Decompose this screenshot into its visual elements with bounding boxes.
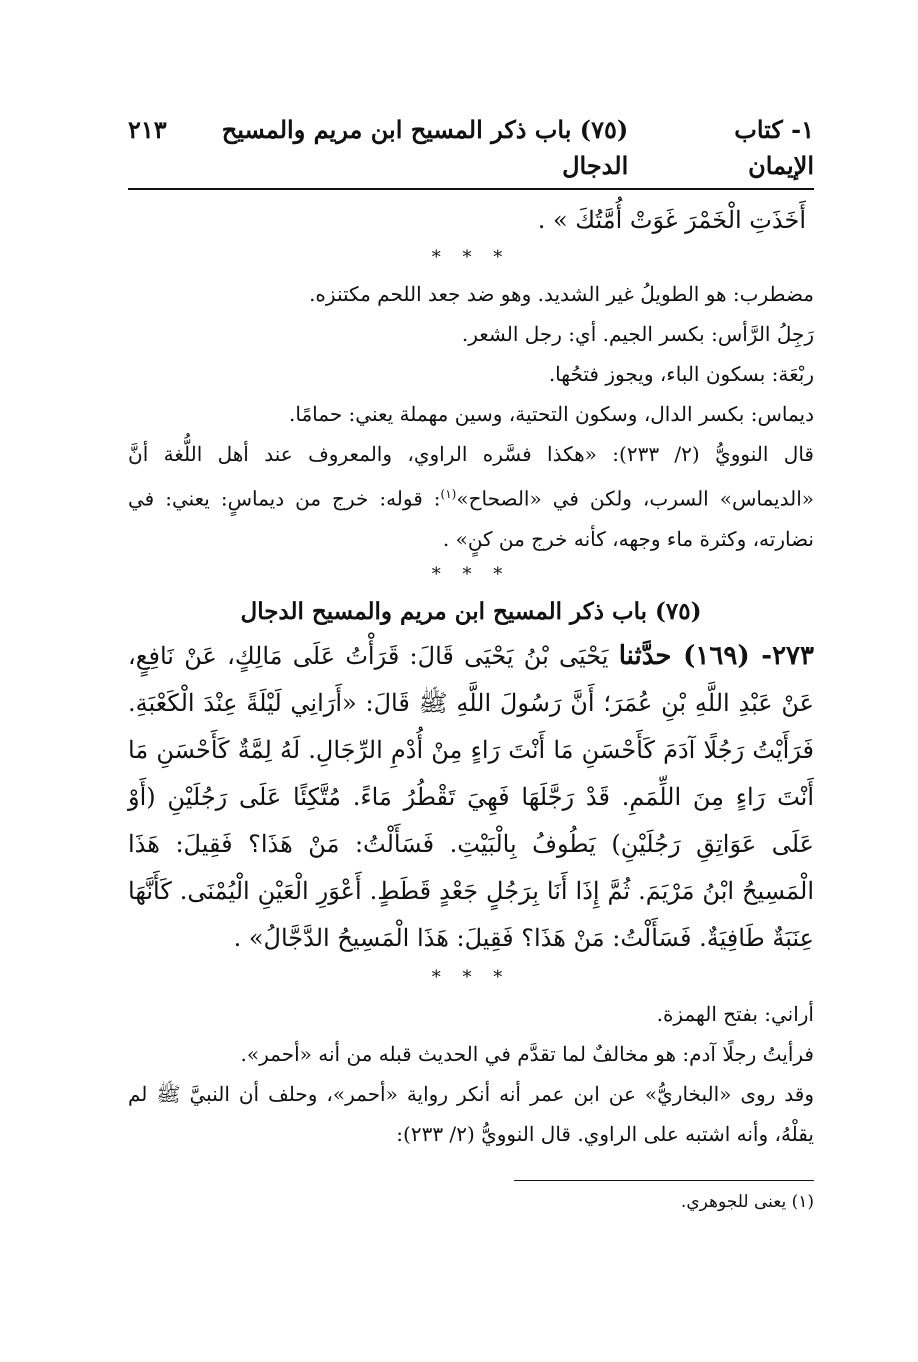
note-line: فرأيتُ رجلًا آدم: هو مخالفٌ لما تقدَّم في الحديث قبله من أنه «أحمر». [240,1041,814,1066]
section-separator: * * * [431,966,511,988]
poem-line: أَخَذَتِ الْخَمْرَ غَوَتْ أُمَّتُكَ » . [537,206,806,234]
note-line: مضطرب: هو الطويلُ غير الشديد. وهو ضد جعد اللحم مكتنزه. [309,282,814,306]
chapter-running-title: (٧٥) باب ذكر المسيح ابن مريم والمسيح الدجال [221,115,629,180]
chapter-title: (٧٥) باب ذكر المسيح ابن مريم والمسيح الدجال [240,597,702,625]
note-line: ربْعَة: بسكون الباء، ويجوز فتحُها. [548,362,814,386]
header-rule [128,188,814,190]
note-text: قال النوويُّ (٢/ ٢٣٣): «هكذا فسَّره الراوي، والمعروف عند أهل اللُّغة أنَّ «الديماس» السرب، ولكن في «الصحاح» [128,442,814,511]
header-titles [167,112,814,184]
note-line: وقد روى «البخاريُّ» عن ابن عمر أنه أنكر رواية «أحمر»، وحلف أن النبيَّ ﷺ لم يقلْهُ، وأنه اشتبه على الراوي. قال النوويُّ (٢/ ٢٣٣): [128,1081,814,1146]
hadith-paragraph [128,633,814,962]
note-line: رَجِلُ الرَّأس: بكسر الجيم. أي: رجل الشعر. [461,322,814,346]
section-separator: * * * [431,563,511,585]
hadith-text: يَحْيَى بْنُ يَحْيَى قَالَ: قَرَأْتُ عَلَى مَالِكٍ، عَنْ نَافِعٍ، عَنْ عَبْدِ اللَّهِ بْنِ عُمَرَ؛ أَنَّ رَسُولَ اللَّهِ ﷺ قَالَ: «أَرَانِي لَيْلَةً عِنْدَ الْكَعْبَةِ. فَرَأَيْتُ رَجُلًا آدَمَ كَأَحْسَنِ مَا أَنْتَ رَاءٍ مِنْ أُدْمِ الرِّجَالِ. لَهُ لِمَّةٌ كَأَحْسَنِ مَا أَنْتَ رَاءٍ مِنَ اللِّمَمِ. قَدْ رَجَّلَهَا فَهِيَ تَقْطُرُ مَاءً. مُتَّكِئًا عَلَى رَجُلَيْنِ (أَوْ عَلَى عَوَاتِقِ رَجُلَيْنِ) يَطُوفُ بِالْبَيْتِ. فَسَأَلْتُ: مَنْ هَذَا؟ فَقِيلَ: هَذَا الْمَسِيحُ ابْنُ مَرْيَمَ. ثُمَّ إِذَا أَنَا بِرَجُلٍ جَعْدٍ قَطَطٍ. أَعْوَرِ الْعَيْنِ الْيُمْنَى. كَأَنَّهَا عِنَبَةٌ طَافِيَةٌ. فَسَأَلْتُ: مَنْ هَذَا؟ فَقِيلَ: هَذَا الْمَسِيحُ الدَّجَّالُ» . [128,641,814,952]
running-header [128,112,814,186]
footnote: (١) يعنى للجوهري. [680,1191,814,1212]
notes-section-2 [128,994,814,1154]
footnote-rule [514,1180,814,1181]
note-paragraph [128,434,814,559]
note-line: ديماس: بكسر الدال، وسكون التحتية، وسين مهملة يعني: حمامًا. [289,402,814,426]
page-number: ٢١٣ [128,115,167,144]
note-text: : قوله: خرج من ديماسٍ: يعني: في نضارته، وكثرة ماء وجهه، كأنه خرج من كنٍ» . [128,486,814,551]
note-line: أراني: بفتح الهمزة. [656,1001,814,1026]
book-page [128,112,814,1215]
hadith-number: ٢٧٣- (١٦٩) حدَّثنا [618,640,814,671]
section-separator: * * * [431,247,511,268]
notes-section-1 [128,274,814,559]
footnote-marker: (١) [440,487,457,501]
book-title: ١- كتاب الإيمان [734,115,814,180]
